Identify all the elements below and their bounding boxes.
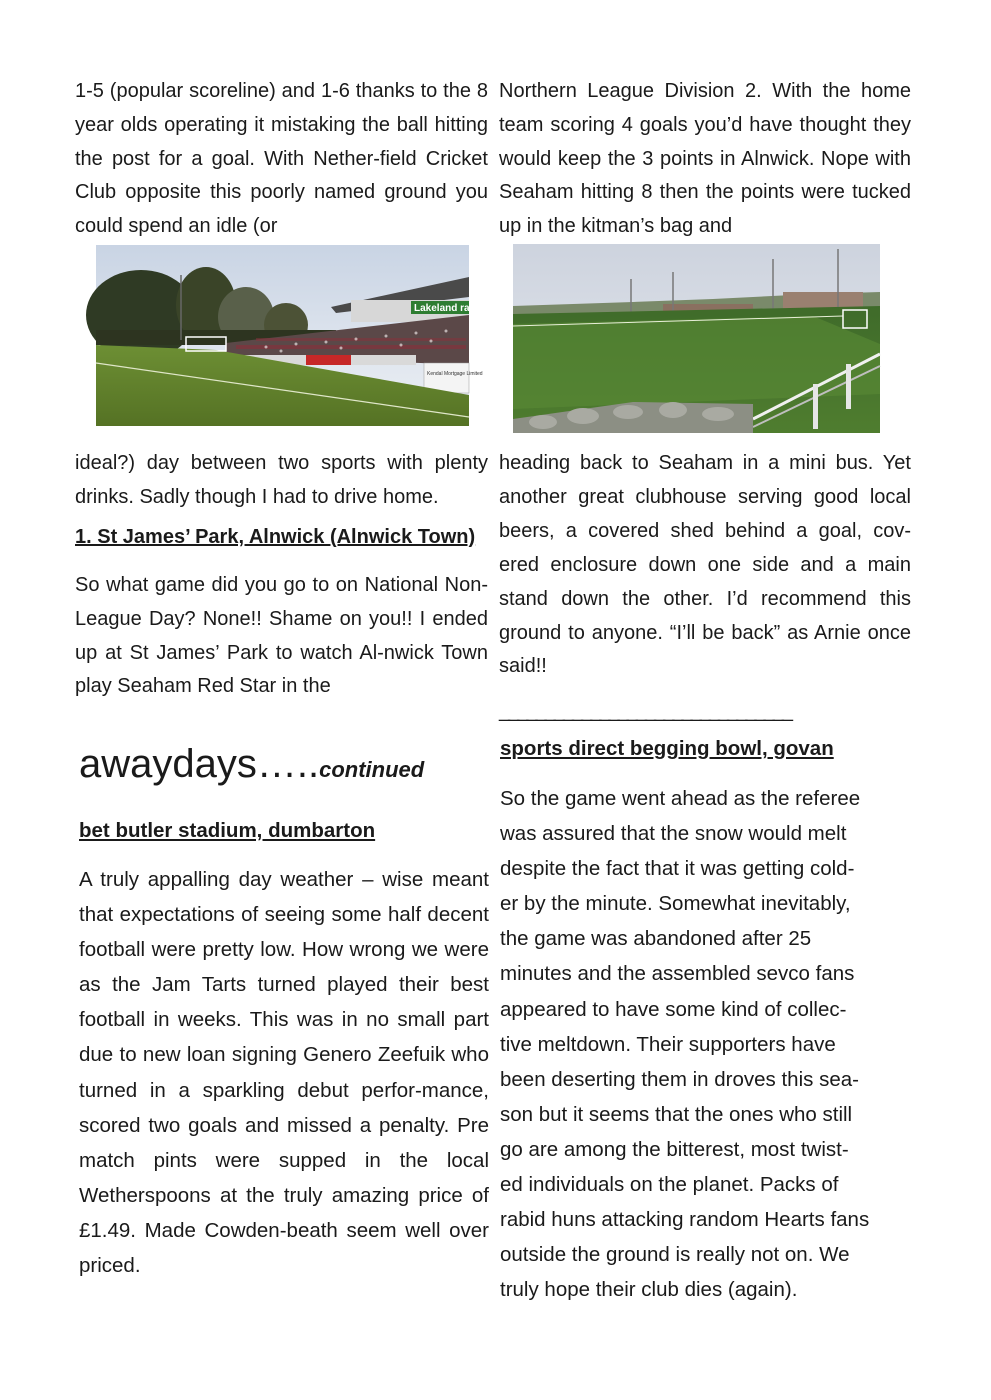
stadium-photo-netherfield <box>96 245 485 426</box>
govan-line: tive meltdown. Their supporters have <box>500 1032 836 1056</box>
paragraph: So what game did you go to on National Non-League Day? None!! Shame on you!! I ended up at St James’ Park to watch Al-nwick Town play Seaham Red Star in the <box>75 574 488 698</box>
govan-line: appeared to have some kind of collec- <box>500 997 847 1021</box>
paragraph: 1-5 (popular scoreline) and 1-6 thanks to the 8 year olds operating it mistaking the ball hitting the post for a goal. With Nether-field Cricket Club opposite this poorly named ground you could spend an idle (or <box>75 80 488 238</box>
govan-line: outside the ground is really not on. We <box>500 1243 850 1267</box>
paragraph: ideal?) day between two sports with plenty drinks. Sadly though I had to drive home. <box>75 452 488 508</box>
paragraph: heading back to Seaham in a mini bus. Yet another great clubhouse serving good local beers, a covered shed behind a goal, cov-ered enclosure down one side and a main stand down the other. I’d recommend this ground to anyone. “I’ll be back” as Arnie once said!! <box>499 452 911 678</box>
govan-line: So the game went ahead as the referee <box>500 787 861 810</box>
article-text-dumbarton <box>79 862 489 1283</box>
article-text-netherfield <box>75 75 488 244</box>
govan-line: rabid huns attacking random Hearts fans <box>500 1208 870 1232</box>
awaydays-title <box>79 742 424 787</box>
section-heading-alnwick: 1. St James’ Park, Alnwick (Alnwick Town) <box>75 526 476 548</box>
article-text-seaham <box>499 447 911 684</box>
govan-line: go are among the bitterest, most twist- <box>500 1137 849 1161</box>
govan-line: er by the minute. Somewhat inevitably, <box>500 892 851 916</box>
ground-photo-alnwick <box>513 244 880 433</box>
stadium-photo-netherfield-image <box>96 245 485 426</box>
awaydays-subtitle: continued <box>319 757 425 782</box>
awaydays-title-text: awaydays….. <box>79 742 320 786</box>
article-text-alnwick-continued <box>499 75 911 244</box>
govan-line: the game was abandoned after 25 <box>500 927 812 951</box>
ground-photo-alnwick-image <box>513 244 880 433</box>
article-text-govan <box>500 781 920 1307</box>
govan-line: son but it seems that the ones who still <box>500 1102 853 1126</box>
govan-line: despite the fact that it was getting cold- <box>500 857 855 881</box>
paragraph: A truly appalling day weather – wise meant that expectations of seeing some half decent football were pretty low. How wrong we were as the Jam Tarts turned played their best football in weeks. This was in no small part due to new loan signing Genero Zeefuik who turned in a sparkling debut perfor-mance, scored two goals and missed a penalty. Pre match pints were supped in the local Wetherspoons at the truly amazing price of £1.49. Made Cowden-beath seem well over priced. <box>79 868 489 1278</box>
section-heading-govan: sports direct begging bowl, govan <box>500 737 834 760</box>
govan-line: was assured that the snow would melt <box>500 822 847 846</box>
govan-line: ed individuals on the planet. Packs of <box>500 1173 839 1197</box>
govan-line: truly hope their club dies (again). <box>500 1278 798 1302</box>
govan-line: minutes and the assembled sevco fans <box>500 962 855 986</box>
article-text-alnwick <box>75 569 488 704</box>
article-text-drive-home <box>75 447 488 515</box>
section-heading-dumbarton: bet butler stadium, dumbarton <box>79 819 376 842</box>
lakeland-radio-sign: Lakeland radio <box>414 303 485 314</box>
paragraph: Northern League Division 2. With the home team scoring 4 goals you’d have thought they would keep the 3 points in Alnwick. Nope with Seaham hitting 8 then the points were tucked up in the kitman’s bag and <box>499 80 911 238</box>
kendal-mortgage-board: Kendal Mortgage Limited <box>427 371 483 377</box>
govan-line: been deserting them in droves this sea- <box>500 1067 859 1091</box>
divider-line: ________________________________ <box>499 700 791 722</box>
